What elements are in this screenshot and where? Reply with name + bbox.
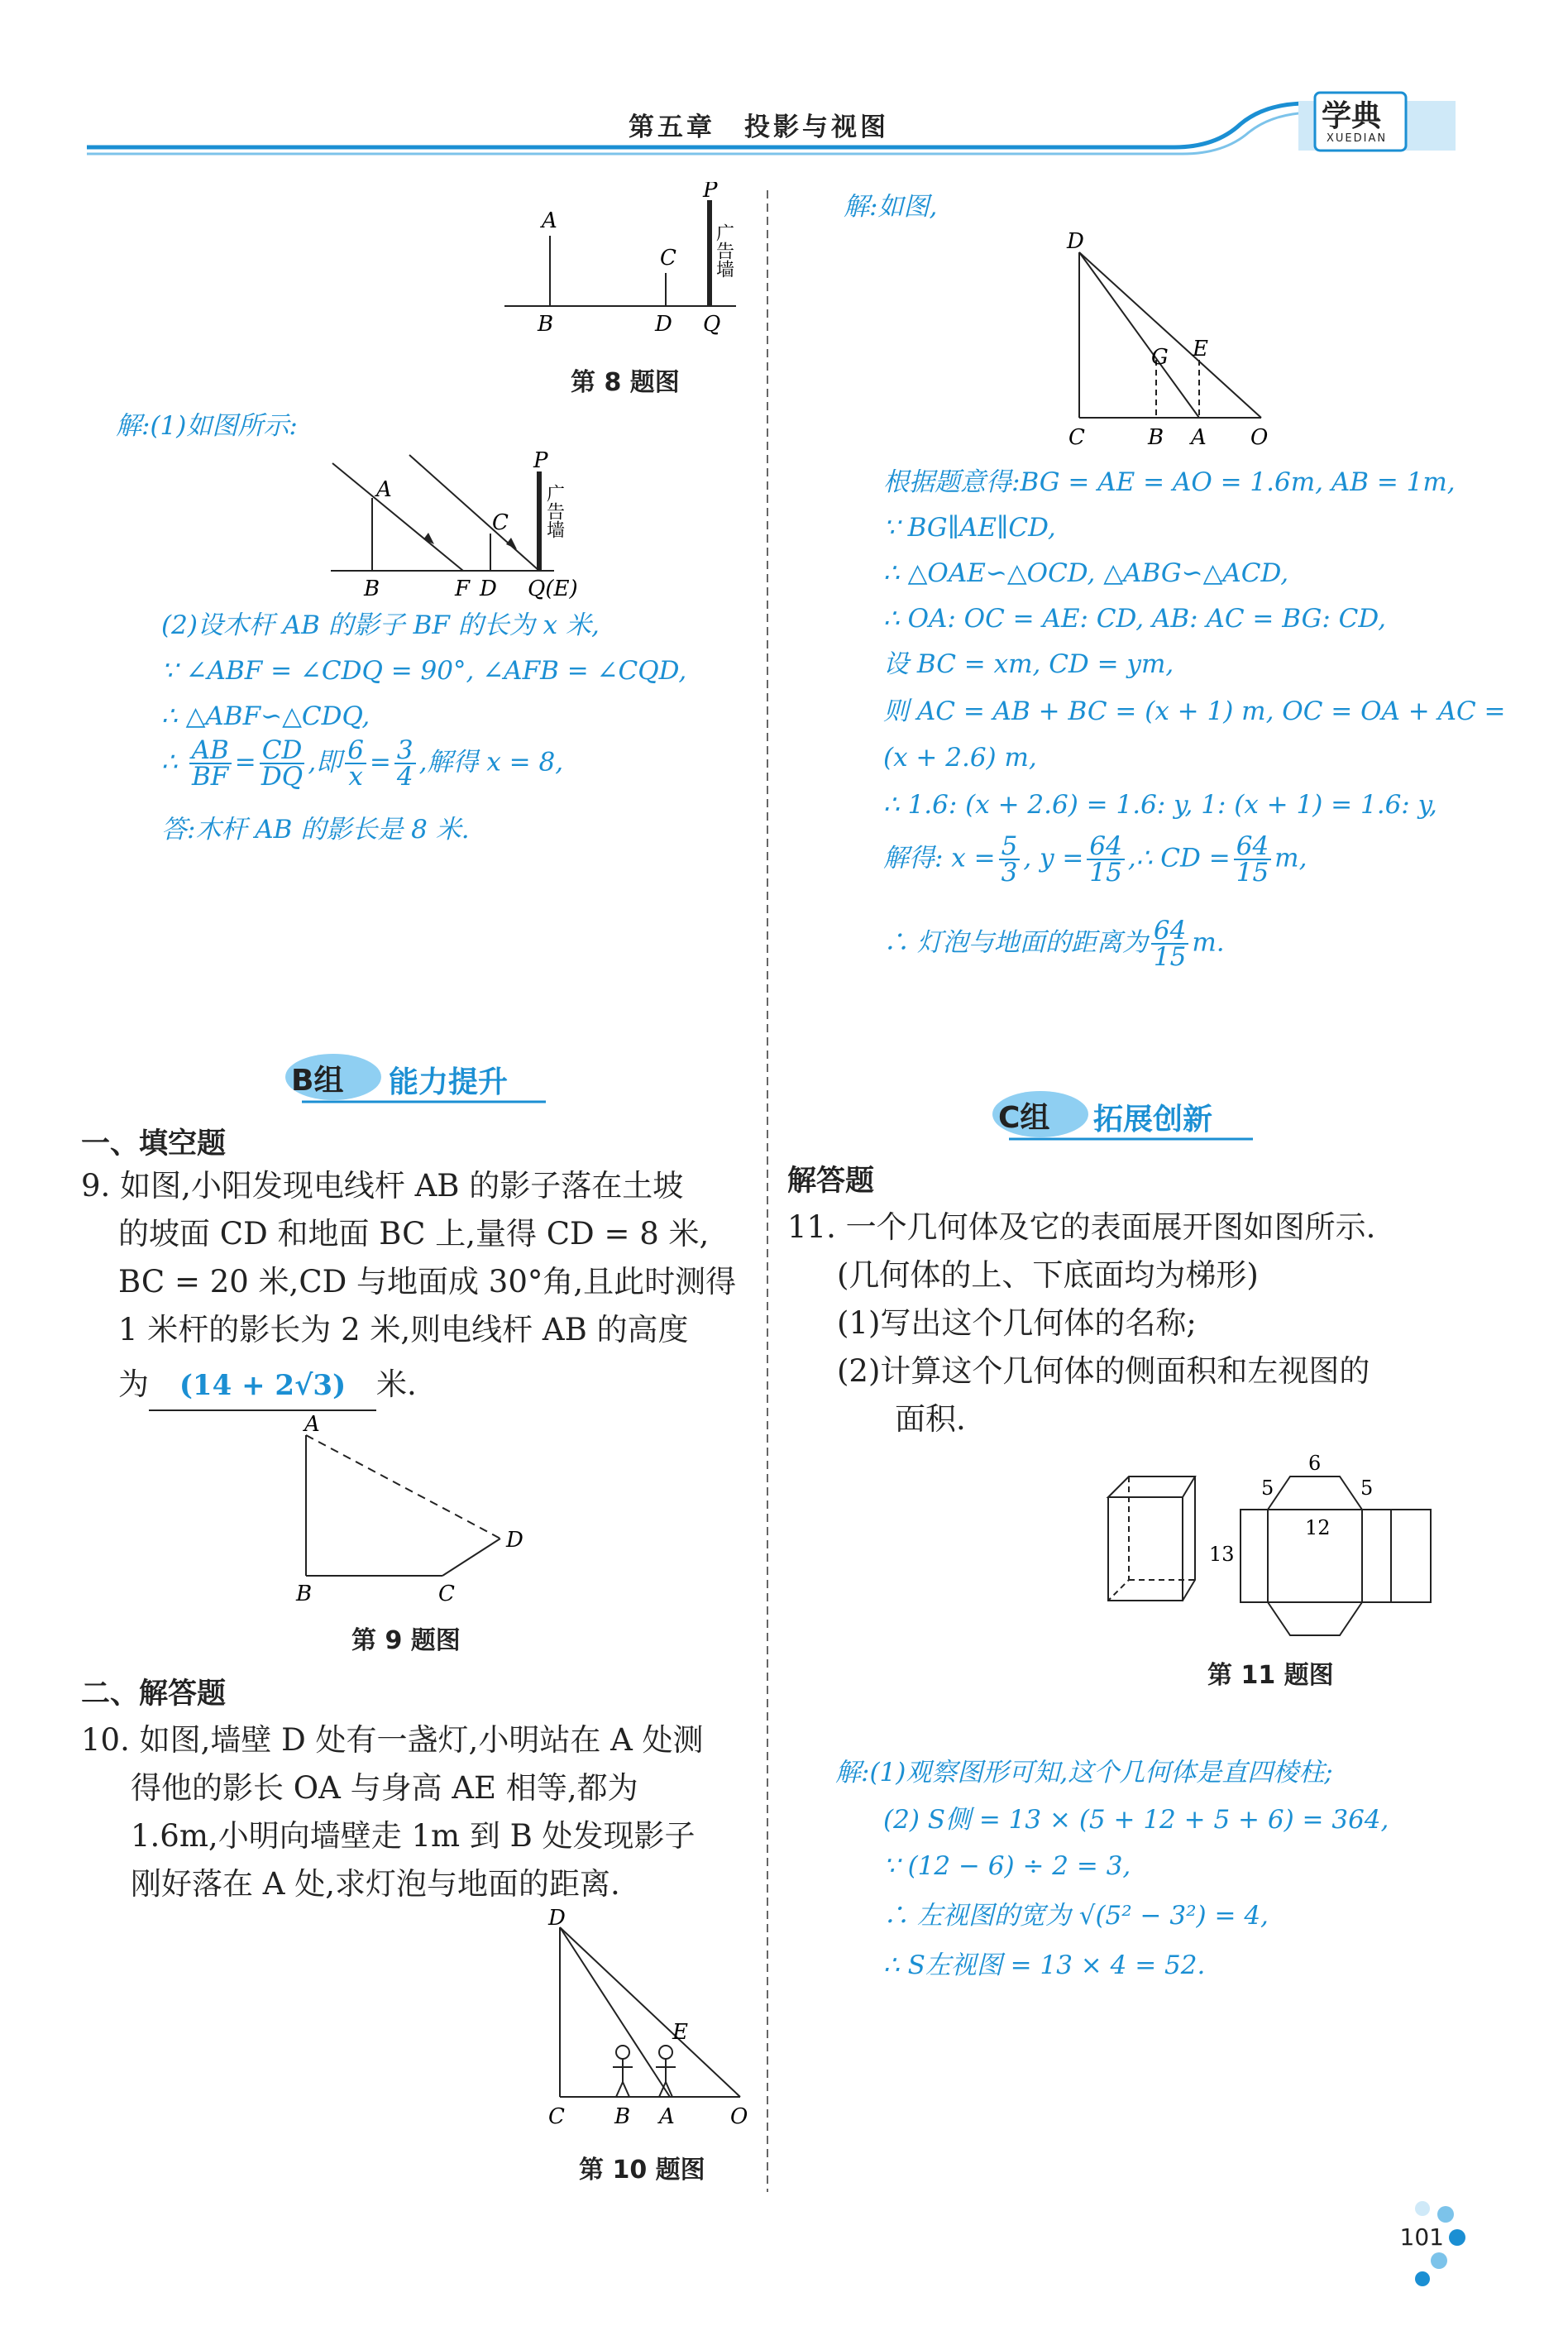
logo: 学典 bbox=[1322, 99, 1382, 133]
section-fill-blank: 一、填空题 bbox=[81, 1127, 227, 1161]
q10-sol-l2: 根据题意得:BG = AE = AO = 1.6m, AB = 1m, bbox=[883, 467, 1456, 497]
q10s-label-a: A bbox=[1191, 425, 1207, 450]
q11-line4: (2)计算这个几何体的侧面积和左视图的 bbox=[837, 1353, 1370, 1389]
q11-label-12: 12 bbox=[1305, 1516, 1331, 1539]
q10-sol-l1: 解:如图, bbox=[844, 192, 938, 222]
chapter-title: 第五章 投影与视图 bbox=[629, 112, 889, 142]
q10-caption: 第 10 题图 bbox=[579, 2156, 705, 2185]
group-b-badge: B组 bbox=[291, 1064, 344, 1098]
q8-label-wall: 广告墙 bbox=[713, 223, 734, 278]
q10-line2: 得他的影长 OA 与身高 AE 相等,都为 bbox=[131, 1770, 638, 1806]
q10-sol-l5: ∴ OA: OC = AE: CD, AB: AC = BG: CD, bbox=[883, 604, 1386, 634]
q8-caption: 第 8 题图 bbox=[571, 368, 680, 397]
q11-caption: 第 11 题图 bbox=[1207, 1661, 1334, 1690]
q8-label-b: B bbox=[538, 312, 554, 337]
q10-sol-l4: ∴ △OAE∽△OCD, △ABG∽△ACD, bbox=[883, 558, 1289, 588]
q10-sol-l6: 设 BC = xm, CD = ym, bbox=[883, 649, 1174, 679]
q8-figure bbox=[496, 182, 761, 347]
q9-line2: 的坡面 CD 和地面 BC 上,量得 CD = 8 米, bbox=[118, 1216, 710, 1252]
q10-label-d: D bbox=[548, 1907, 566, 1931]
q9-label-c: C bbox=[438, 1582, 455, 1605]
q10-sol-l8: (x + 2.6) m, bbox=[883, 743, 1037, 773]
q10-sol-l11: ∴ 灯泡与地面的距离为 $\frac{64}{15}$ m. bbox=[883, 916, 1225, 972]
q11-line2: (几何体的上、下底面均为梯形) bbox=[837, 1257, 1259, 1293]
logo-subtitle: XUEDIAN bbox=[1327, 132, 1388, 145]
q8-sol-l6: 答:木杆 AB 的影长是 8 米. bbox=[161, 815, 470, 845]
q9-label-a: A bbox=[304, 1412, 320, 1437]
q8s-label-b: B bbox=[364, 577, 380, 601]
q9-line3: BC = 20 米,CD 与地面成 30°角,且此时测得 bbox=[118, 1264, 737, 1299]
q10-sol-l9: ∴ 1.6: (x + 2.6) = 1.6: y, 1: (x + 1) = 1.6: y, bbox=[883, 790, 1437, 820]
q9-answer: (14 + 2√3) bbox=[149, 1362, 376, 1411]
q10-label-a: A bbox=[659, 2104, 675, 2129]
q9-figure bbox=[281, 1406, 554, 1605]
q8s-label-d: D bbox=[480, 577, 497, 601]
q8-sol-l3: ∵ ∠ABF = ∠CDQ = 90°, ∠AFB = ∠CQD, bbox=[161, 656, 687, 686]
q10-line1: 10. 如图,墙壁 D 处有一盏灯,小明站在 A 处测 bbox=[81, 1722, 704, 1758]
q8s-label-wall: 广告墙 bbox=[543, 484, 565, 538]
q8s-label-qe: Q(E) bbox=[528, 577, 578, 601]
q8-sol-l4: ∴ △ABF∽△CDQ, bbox=[161, 701, 370, 731]
q11-line5: 面积. bbox=[895, 1401, 966, 1437]
q10s-label-g: G bbox=[1151, 345, 1169, 370]
q11-sol-l5: ∴ S左视图 = 13 × 4 = 52. bbox=[883, 1950, 1206, 1980]
q10-sol-l10: 解得: x = $\frac{5}{3}$ , y = $\frac{64}{15}$ ,∴ CD = $\frac{64}{15}$ m, bbox=[883, 831, 1307, 888]
q9-label-b: B bbox=[296, 1582, 313, 1605]
q10-figure bbox=[542, 1907, 757, 2130]
q11-label-13: 13 bbox=[1209, 1543, 1235, 1566]
q10s-label-d: D bbox=[1067, 229, 1084, 254]
q8-sol-l2: (2)设木杆 AB 的影子 BF 的长为 x 米, bbox=[161, 610, 600, 640]
q10-solution-figure bbox=[1059, 227, 1290, 451]
q11-label-6: 6 bbox=[1308, 1452, 1322, 1475]
q8-label-p: P bbox=[703, 182, 718, 203]
q10-label-o: O bbox=[730, 2104, 748, 2129]
q11-sol-l3: ∵ (12 − 6) ÷ 2 = 3, bbox=[883, 1851, 1131, 1881]
group-b-title: 能力提升 bbox=[389, 1065, 509, 1099]
page-number: 101 bbox=[1399, 2223, 1444, 2251]
q10-line4: 刚好落在 A 处,求灯泡与地面的距离. bbox=[131, 1866, 620, 1902]
q8-sol-l5: ∴ $\frac{AB}{BF}$ = $\frac{CD}{DQ}$ ,即 $\frac{6}{x}$ = $\frac{3}{4}$ ,解得 x = 8, bbox=[161, 735, 564, 792]
q9-line5: 为 (14 + 2√3) 米. bbox=[118, 1361, 417, 1411]
q8-label-q: Q bbox=[703, 312, 721, 337]
q9-line4: 1 米杆的影长为 2 米,则电线杆 AB 的高度 bbox=[118, 1312, 689, 1347]
q11-figure bbox=[1092, 1443, 1456, 1650]
group-c-badge: C组 bbox=[998, 1101, 1050, 1135]
q9-caption: 第 9 题图 bbox=[351, 1626, 461, 1655]
q10s-label-b: B bbox=[1148, 425, 1164, 450]
q8s-label-a: A bbox=[376, 477, 392, 502]
q10-sol-l3: ∵ BG∥AE∥CD, bbox=[883, 513, 1056, 543]
q10-label-c: C bbox=[548, 2104, 565, 2129]
section-answer: 二、解答题 bbox=[81, 1677, 227, 1711]
q10s-label-c: C bbox=[1068, 425, 1085, 450]
q8-label-c: C bbox=[660, 246, 676, 270]
q10-sol-l7: 则 AC = AB + BC = (x + 1) m, OC = OA + AC = bbox=[883, 696, 1506, 726]
q8s-label-p: P bbox=[533, 448, 548, 473]
q8-sol-l1: 解:(1)如图所示: bbox=[116, 411, 298, 441]
q10-label-b: B bbox=[614, 2104, 631, 2129]
q11-sol-l2: (2) S侧 = 13 × (5 + 12 + 5 + 6) = 364, bbox=[883, 1805, 1389, 1835]
q11-label-5b: 5 bbox=[1360, 1476, 1374, 1500]
q10-line3: 1.6m,小明向墙壁走 1m 到 B 处发现影子 bbox=[131, 1818, 696, 1854]
q8s-label-c: C bbox=[492, 510, 509, 535]
q8-solution-figure bbox=[314, 447, 595, 612]
q9-label-d: D bbox=[506, 1528, 523, 1553]
q8s-label-f: F bbox=[455, 577, 471, 601]
q10s-label-o: O bbox=[1250, 425, 1269, 450]
q9-line1: 9. 如图,小阳发现电线杆 AB 的影子落在土坡 bbox=[81, 1168, 684, 1204]
q11-line3: (1)写出这个几何体的名称; bbox=[837, 1305, 1197, 1341]
q8-label-a: A bbox=[542, 208, 557, 233]
section-c-answer: 解答题 bbox=[787, 1165, 875, 1198]
q11-sol-l4: ∴ 左视图的宽为 √(5² − 3²) = 4, bbox=[883, 1901, 1269, 1931]
group-c-title: 拓展创新 bbox=[1093, 1103, 1213, 1137]
q10s-label-e: E bbox=[1193, 337, 1208, 361]
q11-line1: 11. 一个几何体及它的表面展开图如图所示. bbox=[787, 1209, 1376, 1245]
q11-sol-l1: 解:(1)观察图形可知,这个几何体是直四棱柱; bbox=[835, 1758, 1333, 1788]
q8-label-d: D bbox=[655, 312, 672, 337]
q10-label-e: E bbox=[672, 2020, 688, 2045]
column-divider bbox=[765, 190, 770, 2192]
q11-label-5a: 5 bbox=[1261, 1476, 1274, 1500]
